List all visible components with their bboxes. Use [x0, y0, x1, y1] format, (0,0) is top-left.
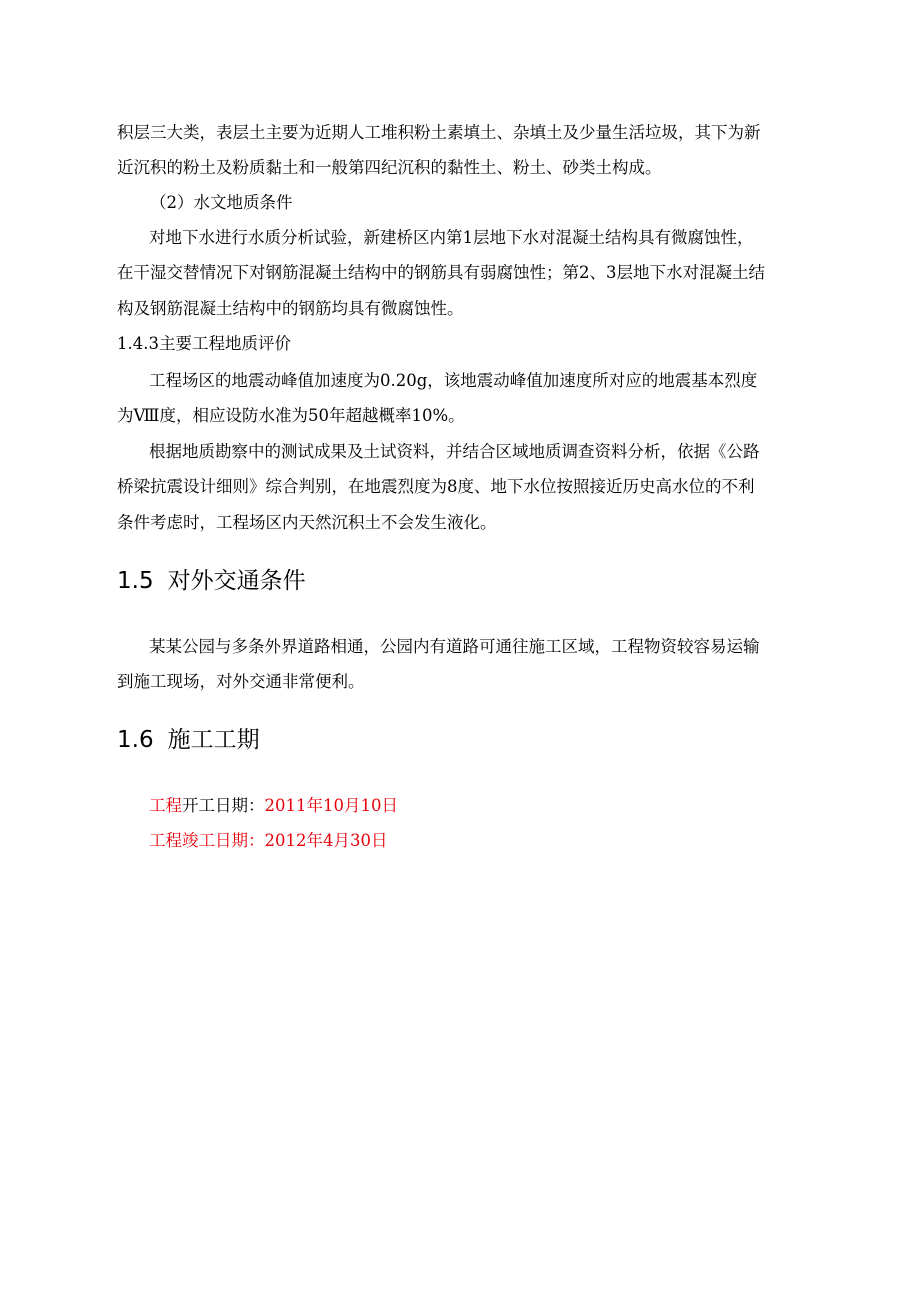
- paragraph-line: 工程场区的地震动峰值加速度为0.20g，该地震动峰值加速度所对应的地震基本烈度: [149, 371, 758, 390]
- section-title: 对外交通条件: [167, 568, 306, 594]
- subsection-title-geology-evaluation: 1.4.3主要工程地质评价: [117, 334, 291, 353]
- section-heading-1-6: [117, 725, 260, 755]
- end-date-label: 工程竣工日期：: [149, 831, 265, 850]
- paragraph-line: 在干湿交替情况下对钢筋混凝土结构中的钢筋具有弱腐蚀性；第2、3层地下水对混凝土结: [117, 263, 765, 282]
- subsection-title-hydrogeology: （2）水文地质条件: [150, 193, 293, 212]
- paragraph-line: 桥梁抗震设计细则》综合判别，在地震烈度为8度、地下水位按照接近历史高水位的不利: [117, 477, 755, 496]
- section-number: 1.5: [117, 568, 154, 594]
- start-date-line: [149, 795, 398, 817]
- start-date-value: 2011年10月10日: [264, 796, 398, 815]
- section-number: 1.6: [117, 727, 154, 753]
- start-date-prefix: 工程: [149, 796, 182, 815]
- paragraph-line: 到施工现场，对外交通非常便利。: [117, 672, 365, 691]
- paragraph-line: 为Ⅷ度，相应设防水准为50年超越概率10%。: [117, 406, 465, 425]
- paragraph-line: 根据地质勘察中的测试成果及土试资料，并结合区域地质调查资料分析，依据《公路: [149, 442, 760, 461]
- paragraph-line: 近沉积的粉土及粉质黏土和一般第四纪沉积的黏性土、粉土、砂类土构成。: [117, 158, 662, 177]
- paragraph-line: 积层三大类，表层土主要为近期人工堆积粉土素填土、杂填土及少量生活垃圾，其下为新: [117, 123, 761, 142]
- paragraph-line: 构及钢筋混凝土结构中的钢筋均具有微腐蚀性。: [117, 299, 464, 318]
- end-date-line: [149, 830, 388, 852]
- paragraph-line: 某某公园与多条外界道路相通，公园内有道路可通往施工区域，工程物资较容易运输: [149, 637, 760, 656]
- paragraph-line: 条件考虑时，工程场区内天然沉积土不会发生液化。: [117, 513, 497, 532]
- section-heading-1-5: [117, 566, 306, 596]
- start-date-label: 开工日期：: [182, 796, 265, 815]
- end-date-value: 2012年4月30日: [264, 831, 388, 850]
- section-title: 施工工期: [167, 727, 260, 753]
- paragraph-line: 对地下水进行水质分析试验，新建桥区内第1层地下水对混凝土结构具有微腐蚀性，: [149, 228, 754, 247]
